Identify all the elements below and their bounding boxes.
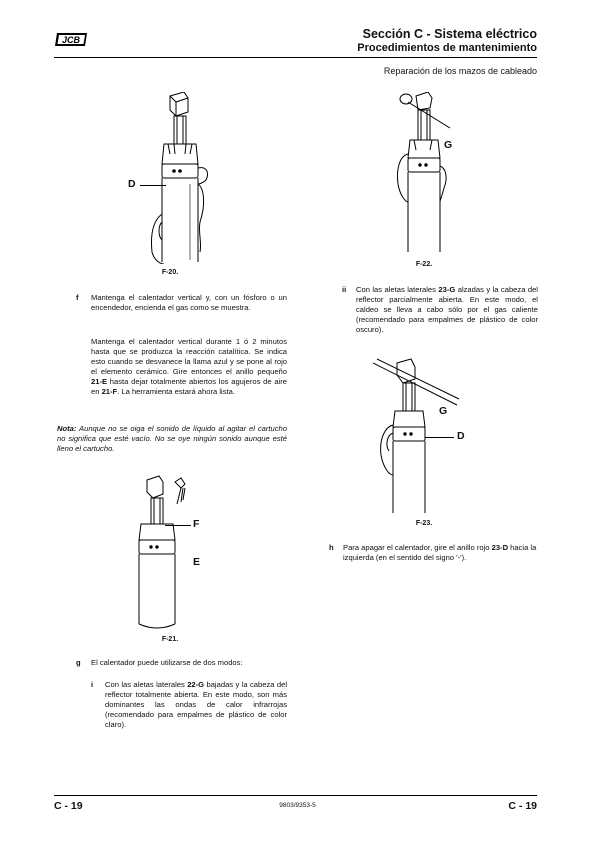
list-marker-ii: ii: [342, 285, 347, 294]
figure-label-f20: F-20.: [161, 269, 179, 276]
callout-e-f21: E: [193, 556, 201, 568]
footer-rule: [54, 795, 537, 796]
callout-g-f23: G: [439, 405, 448, 417]
leader-line-f-f21: [165, 525, 191, 526]
note-label: Nota:: [57, 424, 77, 433]
callout-d-f20: D: [128, 178, 136, 190]
paragraph-g: El calentador puede utilizarse de dos modos:: [91, 658, 243, 667]
paragraph-f-2-text-a: Mantenga el calentador vertical durante 1 ó 2 minutos hasta que se produzca la reacción catalítica. Se indica esto cuando se desvanece la llama azul y se pone al rojo el elemento cerámico. Gire entonces el anillo pequeño: [91, 337, 287, 376]
svg-text:JCB: JCB: [61, 35, 81, 45]
jcb-logo: [54, 32, 88, 47]
figure-f20-heater-illustration: [140, 92, 230, 264]
paragraph-f-2-text-b: hasta dejar totalmente abiertos los agujeros de aire en: [91, 377, 287, 396]
paragraph-i-text-b: bajadas y la cabeza del reflector totalmente abierta. En este modo, son más dominantes las ondas de calor infrarrojas (recomendado para empalmes de plástico de color claro).: [105, 680, 288, 729]
callout-f-f21: F: [193, 518, 200, 530]
section-heading: Reparación de los mazos de cableado: [383, 66, 537, 76]
page-subtitle: Procedimientos de mantenimiento: [357, 42, 537, 54]
list-marker-i: i: [91, 680, 94, 689]
paragraph-ii: [356, 285, 538, 335]
figure-label-f21: F-21.: [161, 636, 179, 643]
callout-d-f23: D: [457, 430, 465, 442]
header-rule: [54, 57, 537, 58]
paragraph-i: [105, 680, 287, 730]
figure-label-f23: F-23.: [415, 520, 433, 527]
callout-g-f22: G: [444, 139, 453, 151]
note: [57, 424, 287, 454]
document-code: 9803/9353-5: [279, 802, 316, 809]
note-body: Aunque no se oiga el sonido de líquido al agitar el cartucho no significa que esté vacío. No se oye ningún sonido aunque esté lleno el cartucho.: [57, 424, 287, 453]
paragraph-ii-text-b: alzadas y la cabeza del reflector parcialmente abierta. En este modo, el caldeo se lleva a cabo sólo por el gas caliente (recomendado para empalmes de plástico de color oscuro).: [356, 285, 538, 334]
paragraph-h-text-a: Para apagar el calentador, gire el anillo rojo: [343, 543, 492, 552]
paragraph-f-1: Mantenga el calentador vertical y, con un fósforo o un encendedor, encienda el gas como se muestra.: [91, 293, 287, 312]
figure-label-f22: F-22.: [415, 261, 433, 268]
leader-line-d-f23: [425, 437, 454, 438]
list-marker-h: h: [329, 543, 334, 552]
ref-21-e: 21-E: [91, 377, 108, 386]
ref-23-d: 23-D: [491, 543, 509, 552]
figure-f23-heater-illustration: [373, 355, 463, 515]
paragraph-f-2-text-c: . La herramienta estará ahora lista.: [117, 387, 235, 396]
paragraph-h-text-b: hacia la izquierda (en el sentido del signo '-').: [343, 543, 537, 562]
figure-f22-heater-illustration: [392, 92, 452, 257]
page-number-right: C - 19: [508, 800, 537, 812]
page-number-left: C - 19: [54, 800, 83, 812]
paragraph-ii-text-a: Con las aletas laterales: [356, 285, 439, 294]
paragraph-f-2: [91, 337, 287, 397]
paragraph-i-text-a: Con las aletas laterales: [105, 680, 188, 689]
list-marker-f: f: [76, 293, 79, 302]
ref-21-f: 21-F: [101, 387, 118, 396]
leader-line-d-f20: [140, 185, 166, 186]
figure-f21-heater-illustration: [135, 474, 195, 630]
page-title: Sección C - Sistema eléctrico: [362, 27, 537, 41]
ref-23-g: 23-G: [438, 285, 456, 294]
ref-22-g: 22-G: [187, 680, 205, 689]
paragraph-h: [343, 543, 538, 563]
list-marker-g: g: [76, 658, 81, 667]
